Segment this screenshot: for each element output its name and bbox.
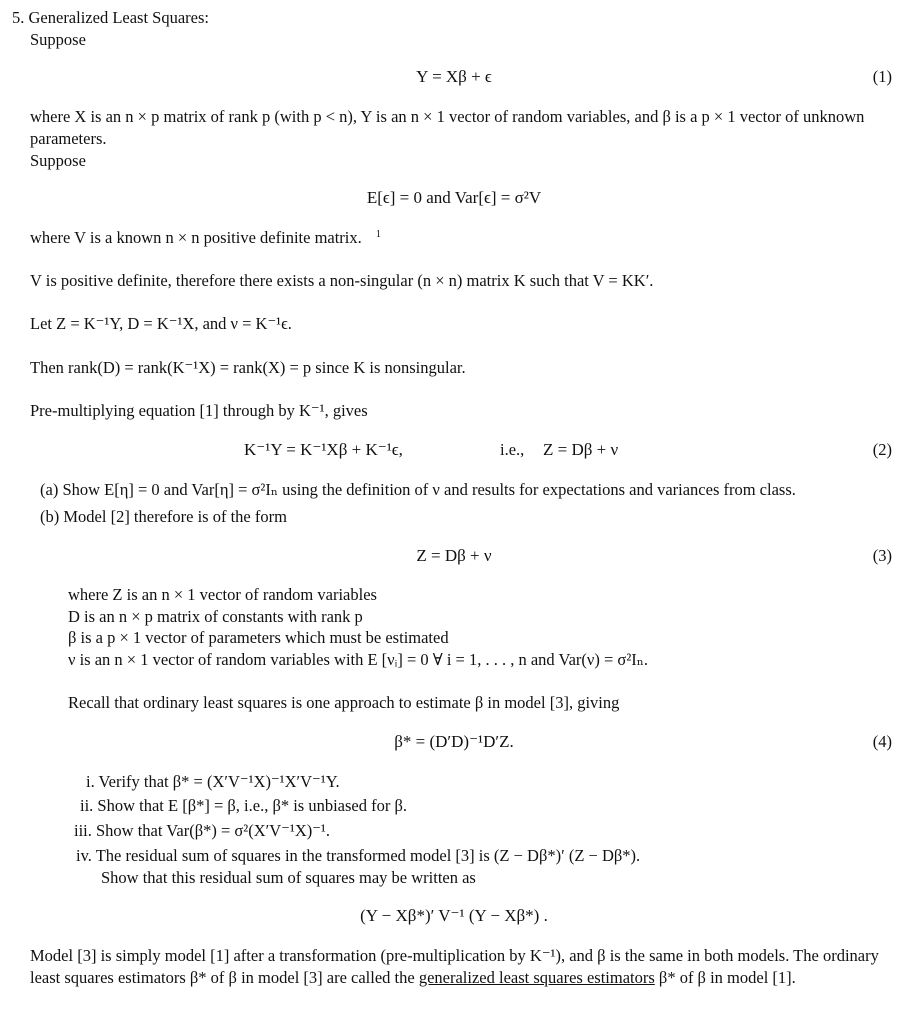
where-v-text: [30, 228, 381, 248]
definition-nu: ν is an n × 1 vector of random variables with E [νᵢ] = 0 ∀ i = 1, . . . , n and Var(ν) = σ²Iₙ.: [68, 650, 649, 669]
part-a: (a) Show E[η] = 0 and Var[η] = σ²Iₙ using the definition of ν and results for expectations and variances from class.: [40, 480, 796, 499]
equation-2-ie: i.e.,: [500, 440, 525, 459]
suppose-text: Suppose: [30, 30, 86, 49]
where-x-paragraph: where X is an n × p matrix of rank p (with p < n), Y is an n × 1 vector of random variables, and β is a p × 1 vector of unknown parameters.: [30, 107, 865, 148]
definition-beta: β is a p × 1 vector of parameters which must be estimated: [68, 628, 449, 647]
definition-d: D is an n × p matrix of constants with rank p: [68, 607, 363, 626]
posdef-text: V is positive definite, therefore there exists a non-singular (n × n) matrix K such that V = KK′.: [30, 271, 654, 290]
equation-2-right: Z = Dβ + ν: [543, 440, 619, 459]
let-definitions: Let Z = K⁻¹Y, D = K⁻¹X, and ν = K⁻¹ϵ.: [30, 314, 292, 333]
subpart-i: i. Verify that β* = (X′V⁻¹X)⁻¹X′V⁻¹Y.: [86, 772, 340, 791]
closing-text-post: β* of β in model [1].: [654, 968, 796, 987]
equation-2-left: K⁻¹Y = K⁻¹Xβ + K⁻¹ϵ,: [244, 440, 403, 459]
equation-1-number: (1): [872, 67, 892, 86]
gls-underlined-term: generalized least squares estimators: [418, 968, 655, 987]
subpart-ii: ii. Show that E [β*] = β, i.e., β* is unbiased for β.: [80, 796, 408, 815]
part-b: (b) Model [2] therefore is of the form: [40, 507, 287, 526]
definition-z: where Z is an n × 1 vector of random variables: [68, 585, 377, 604]
closing-paragraph: [30, 945, 890, 989]
where-v-statement: where V is a known n × n positive definite matrix.: [30, 228, 362, 247]
footnote-mark: 1: [375, 228, 381, 240]
equation-4: β* = (D′D)⁻¹D′Z.: [394, 732, 514, 751]
equation-3-number: (3): [872, 546, 892, 565]
equation-3: Z = Dβ + ν: [416, 546, 492, 565]
premultiply-text: Pre-multiplying equation [1] through by K⁻¹, gives: [30, 401, 368, 420]
problem-heading: 5. Generalized Least Squares:: [12, 8, 210, 27]
equation-4-number: (4): [872, 732, 892, 751]
equation-2-number: (2): [872, 440, 892, 459]
equation-1: Y = Xβ + ϵ: [416, 67, 492, 86]
covariance-equation: E[ϵ] = 0 and Var[ϵ] = σ²V: [366, 188, 542, 207]
recall-text: Recall that ordinary least squares is one approach to estimate β in model [3], giving: [68, 693, 620, 712]
equation-5: (Y − Xβ*)′ V⁻¹ (Y − Xβ*) .: [360, 906, 548, 925]
suppose-text-2: Suppose: [30, 151, 86, 170]
closing-text-pre: Model [3] is simply model [1] after a transformation (pre-multiplication by K⁻¹), and β is the same in both models. The ordinary least squares estimators β* of β in model [3] are called the: [30, 946, 879, 987]
subpart-iv: iv. The residual sum of squares in the transformed model [3] is (Z − Dβ*)′ (Z − Dβ*).: [76, 846, 641, 865]
subpart-iv-continued: Show that this residual sum of squares may be written as: [101, 868, 476, 887]
subpart-iii: iii. Show that Var(β*) = σ²(X′V⁻¹X)⁻¹.: [74, 821, 331, 840]
rank-statement: Then rank(D) = rank(K⁻¹X) = rank(X) = p since K is nonsingular.: [30, 358, 466, 377]
